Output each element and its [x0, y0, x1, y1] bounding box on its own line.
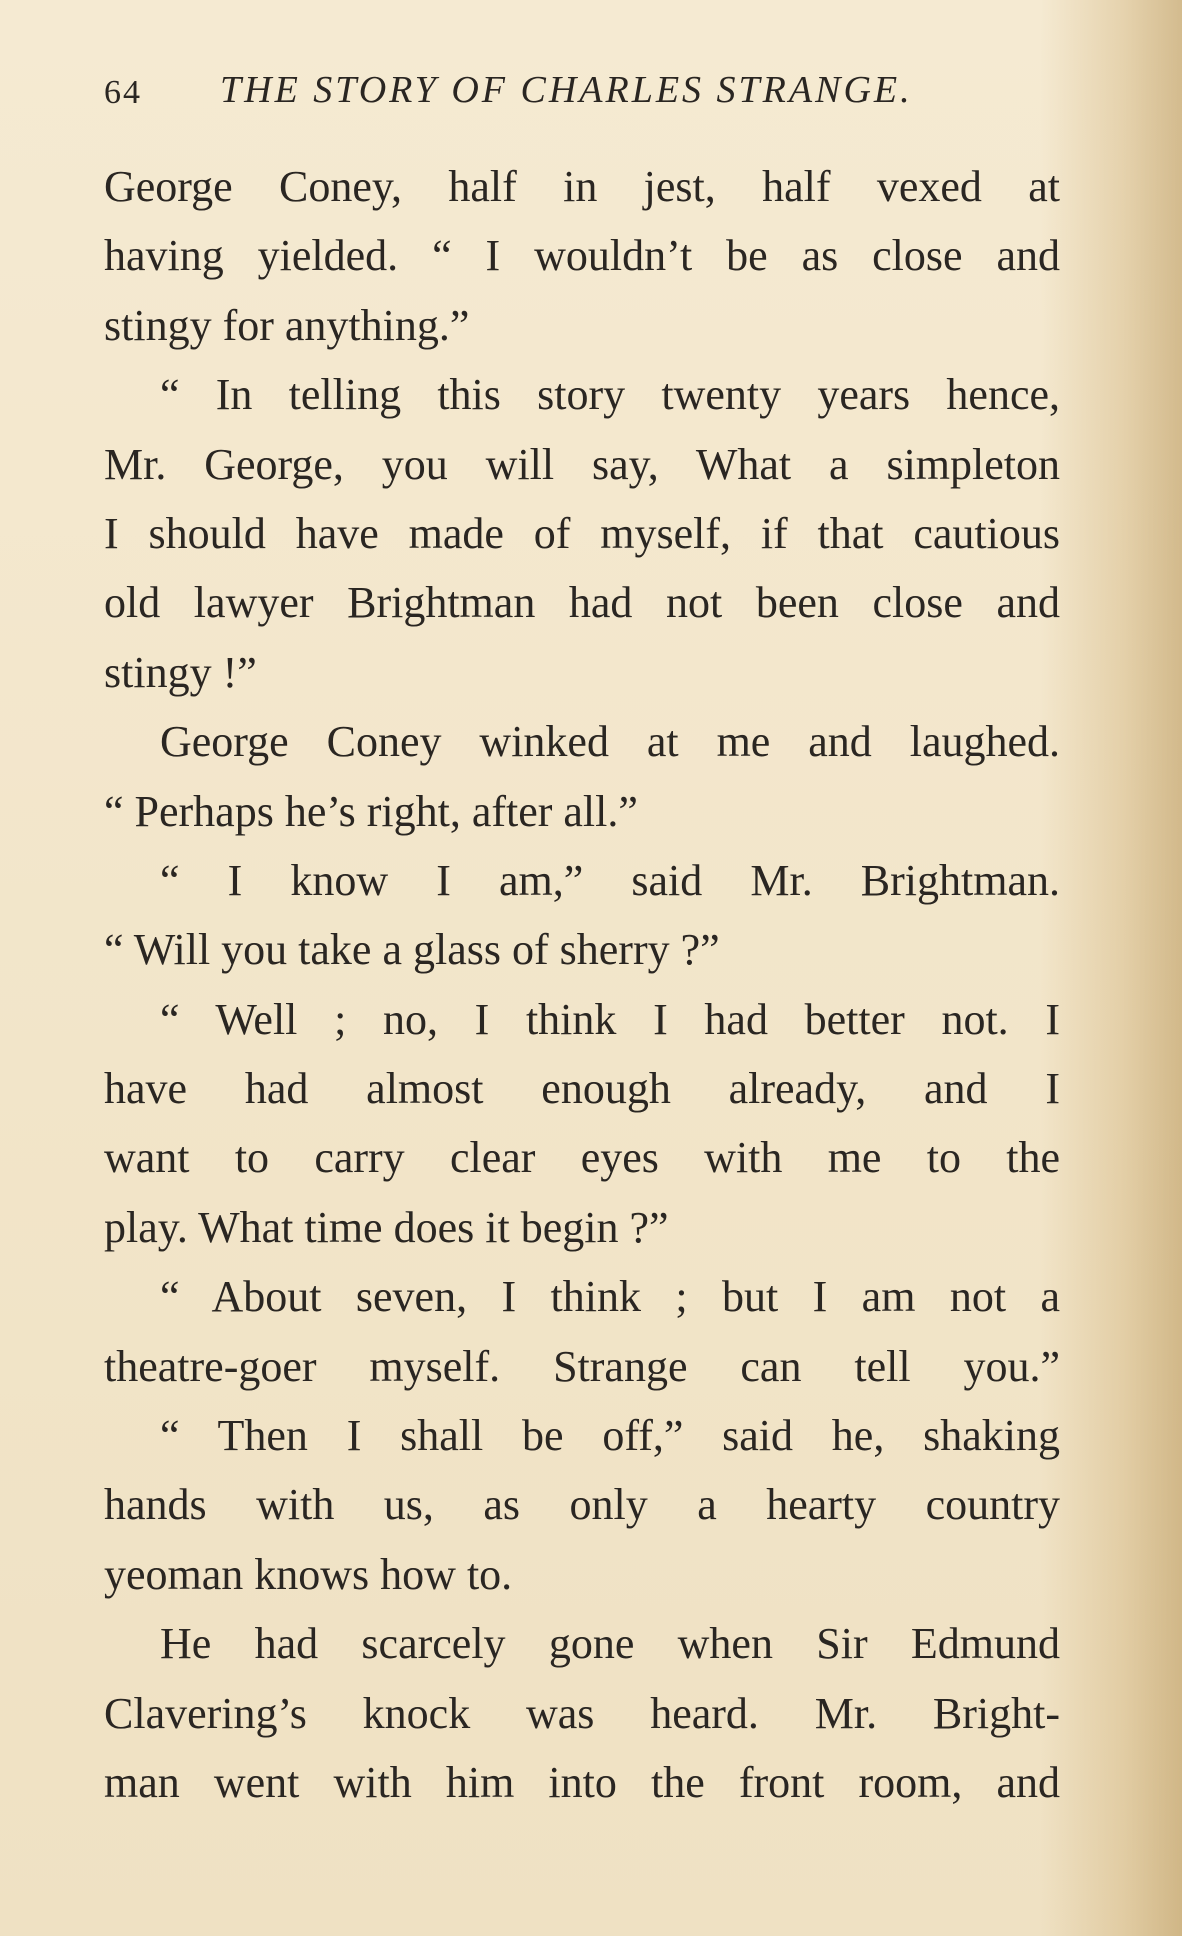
text-line: George Coney winked at me and laughed.	[160, 717, 1060, 767]
text-line: “ Well ; no, I think I had better not. I	[160, 994, 1060, 1044]
text-line: have had almost enough already, and I	[104, 1064, 1060, 1114]
text-line: old lawyer Brightman had not been close and	[104, 578, 1060, 628]
page-header	[104, 68, 1004, 118]
text-line: “ In telling this story twenty years hence,	[160, 370, 1060, 420]
text-line: “ I know I am,” said Mr. Brightman.	[160, 855, 1060, 905]
text-line: Mr. George, you will say, What a simpleton	[104, 439, 1060, 489]
text-line: He had scarcely gone when Sir Edmund	[160, 1619, 1060, 1669]
text-line: “ Will you take a glass of sherry ?”	[104, 925, 720, 975]
text-line: stingy !”	[104, 647, 257, 697]
text-line: man went with him into the front room, and	[104, 1757, 1060, 1807]
text-line: “ Then I shall be off,” said he, shaking	[160, 1411, 1060, 1461]
text-line: stingy for anything.”	[104, 300, 470, 350]
text-line: theatre-goer myself. Strange can tell you.”	[104, 1341, 1060, 1391]
running-title: THE STORY OF CHARLES STRANGE.	[220, 69, 913, 111]
text-line: “ Perhaps he’s right, after all.”	[104, 786, 638, 836]
text-line: play. What time does it begin ?”	[104, 1202, 669, 1252]
text-line: hands with us, as only a hearty country	[104, 1480, 1060, 1530]
text-line: having yielded. “ I wouldn’t be as close and	[104, 231, 1060, 281]
body-text	[104, 152, 1060, 1817]
text-line: “ About seven, I think ; but I am not a	[160, 1272, 1060, 1322]
text-line: Clavering’s knock was heard. Mr. Bright-	[104, 1688, 1060, 1738]
text-line: I should have made of myself, if that cautious	[104, 508, 1060, 558]
text-line: George Coney, half in jest, half vexed at	[104, 162, 1060, 211]
page-number: 64	[104, 74, 142, 111]
text-line: yeoman knows how to.	[104, 1549, 513, 1599]
text-line: want to carry clear eyes with me to the	[104, 1133, 1060, 1183]
